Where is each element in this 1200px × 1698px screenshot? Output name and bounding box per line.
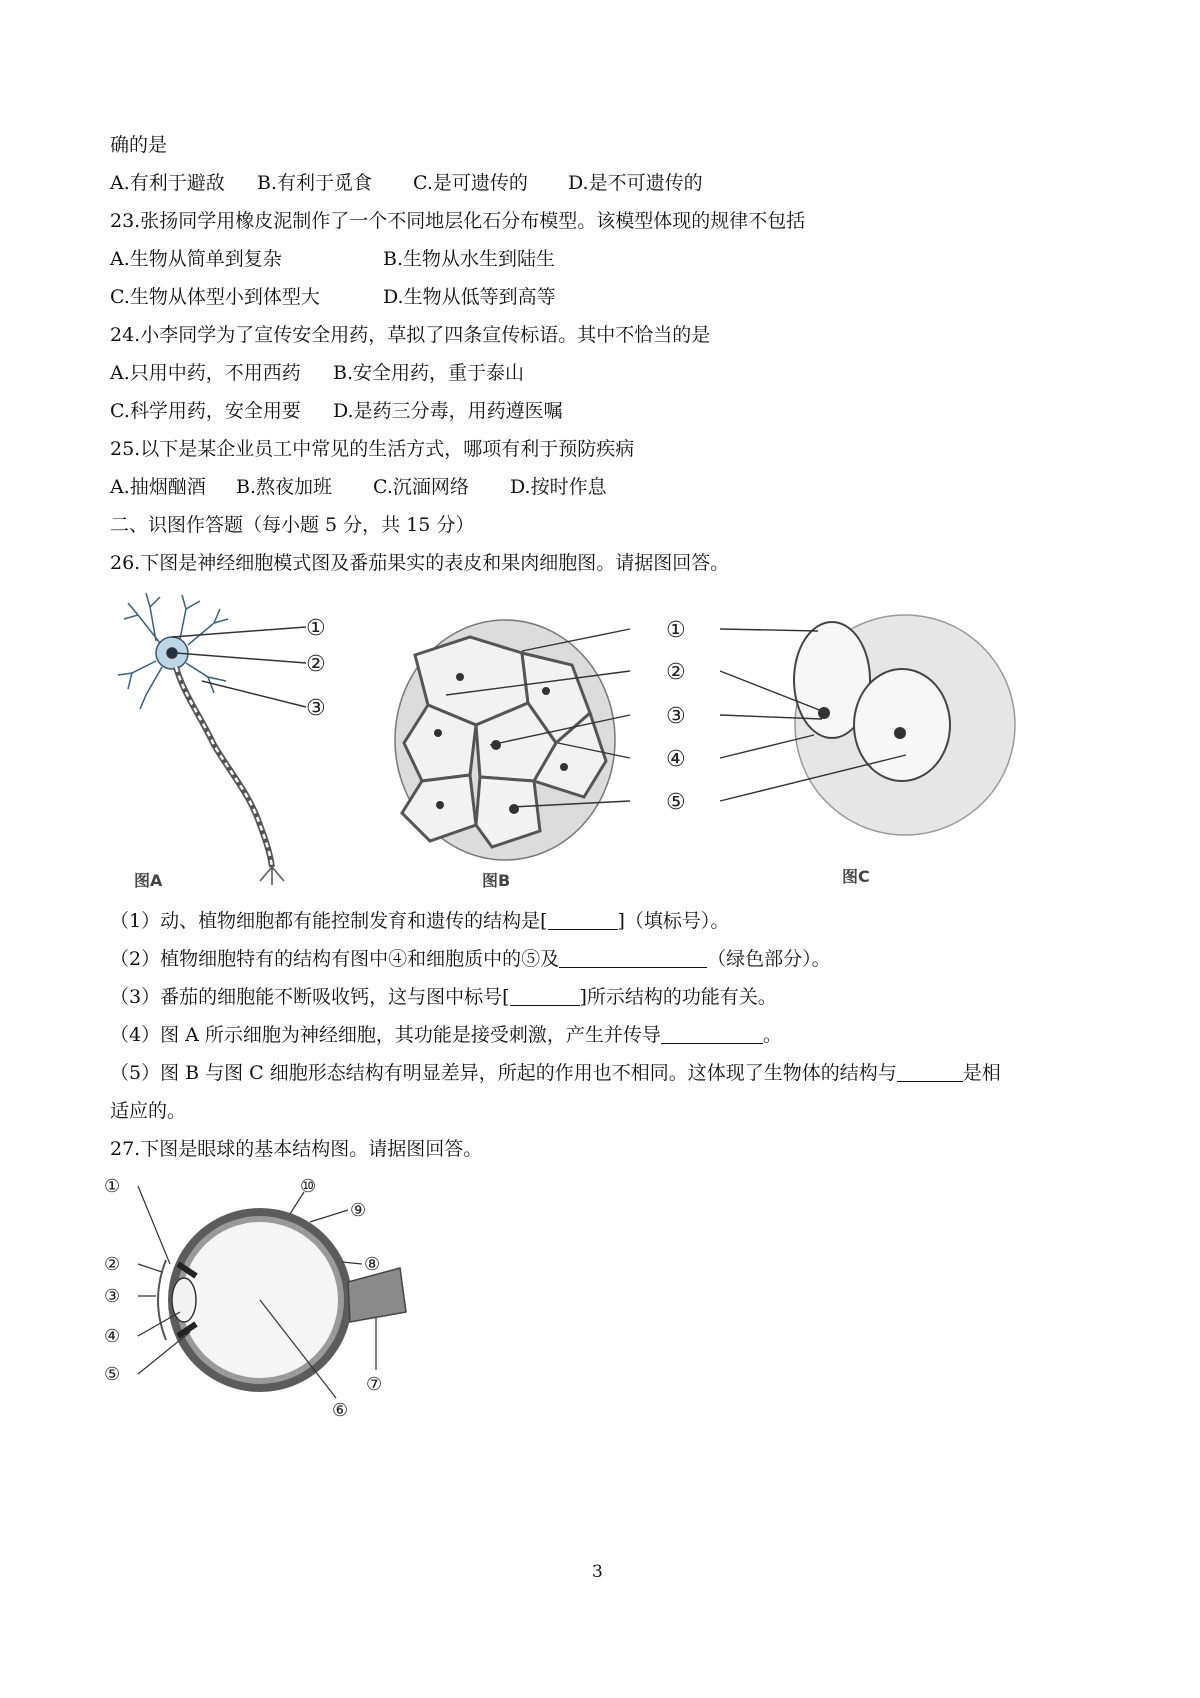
q22-option-b[interactable]: B.有利于觅食: [257, 172, 373, 194]
q25-option-b[interactable]: B.熬夜加班: [236, 476, 333, 498]
fig-b-label-5: ⑤: [666, 790, 686, 815]
q26-sub-5: （5）图 B 与图 C 细胞形态结构有明显差异，所起的作用也不相同。这体现了生物体的结构与 是相: [110, 1062, 1001, 1084]
q26-sub-3: （3）番茄的细胞能不断吸收钙，这与图中标号[ ]所示结构的功能有关。: [110, 986, 777, 1008]
fig27-label-6: ⑥: [332, 1400, 349, 1421]
epidermis-drawing: [395, 620, 615, 860]
q22-option-c[interactable]: C.是可遗传的: [413, 172, 528, 194]
q26-sub-4: （4）图 A 所示细胞为神经细胞，其功能是接受刺激，产生并传导 。: [110, 1024, 782, 1046]
q25-stem: 25.以下是某企业员工中常见的生活方式，哪项有利于预防疾病: [110, 438, 635, 460]
fig-b-caption: 图B: [482, 871, 511, 890]
answer-blank-1[interactable]: [548, 909, 618, 930]
fig27-label-2: ②: [104, 1254, 121, 1275]
figure-27: [100, 1172, 430, 1422]
figure-26: [110, 585, 1070, 895]
fig-b-label-2: ②: [666, 660, 686, 685]
q22-option-a[interactable]: A.有利于避敌: [110, 172, 225, 194]
q23-stem: 23.张扬同学用橡皮泥制作了一个不同地层化石分布模型。该模型体现的规律不包括: [110, 210, 806, 232]
q26-sub-2: （2）植物细胞特有的结构有图中④和细胞质中的⑤及 （绿色部分）。: [110, 948, 831, 970]
q26-sub-5-cont: 适应的。: [110, 1100, 187, 1122]
fig-a-label-1: ①: [306, 616, 326, 641]
answer-blank-3[interactable]: [510, 985, 580, 1006]
fig27-label-5: ⑤: [104, 1364, 121, 1385]
page-number: 3: [592, 1562, 603, 1582]
neuron-drawing: [118, 593, 306, 885]
fig-a-label-2: ②: [306, 652, 326, 677]
q23-option-b[interactable]: B.生物从水生到陆生: [383, 248, 556, 270]
q26-sub-1: （1）动、植物细胞都有能控制发育和遗传的结构是[ ]（填标号）。: [110, 910, 730, 932]
q22-option-d[interactable]: D.是不可遗传的: [568, 172, 703, 194]
q24-option-b[interactable]: B.安全用药，重于泰山: [333, 362, 525, 384]
fig27-label-7: ⑦: [366, 1374, 383, 1395]
q23-option-c[interactable]: C.生物从体型小到体型大: [110, 286, 320, 308]
q25-option-a[interactable]: A.抽烟酗酒: [110, 476, 206, 498]
fig-b-label-3: ③: [666, 704, 686, 729]
section-2-heading: 二、识图作答题（每小题 5 分，共 15 分）: [110, 514, 475, 536]
answer-blank-2[interactable]: [559, 947, 707, 968]
answer-blank-4[interactable]: [661, 1023, 763, 1044]
eye-drawing: [158, 1208, 406, 1392]
q23-option-d[interactable]: D.生物从低等到高等: [383, 286, 556, 308]
fig27-label-3: ③: [104, 1286, 121, 1307]
q24-stem: 24.小李同学为了宣传安全用药，草拟了四条宣传标语。其中不恰当的是: [110, 324, 711, 346]
fig27-label-1: ①: [104, 1176, 121, 1197]
fig27-label-10: ⑩: [300, 1176, 317, 1197]
fig27-label-9: ⑨: [350, 1200, 367, 1221]
pulp-cell-drawing: [794, 615, 1015, 835]
answer-blank-5[interactable]: [897, 1061, 963, 1082]
fig-b-label-4: ④: [666, 747, 686, 772]
q23-option-a[interactable]: A.生物从简单到复杂: [110, 248, 282, 270]
q24-option-d[interactable]: D.是药三分毒，用药遵医嘱: [333, 400, 563, 422]
fig-c-caption: 图C: [842, 867, 870, 886]
fig-b-label-1: ①: [666, 618, 686, 643]
fig-a-label-3: ③: [306, 696, 326, 721]
q27-stem: 27.下图是眼球的基本结构图。请据图回答。: [110, 1138, 483, 1160]
q26-stem: 26.下图是神经细胞模式图及番茄果实的表皮和果肉细胞图。请据图回答。: [110, 552, 730, 574]
fig-a-caption: 图A: [134, 871, 163, 890]
q25-option-c[interactable]: C.沉湎网络: [373, 476, 469, 498]
fig27-label-4: ④: [104, 1326, 121, 1347]
q24-option-a[interactable]: A.只用中药，不用西药: [110, 362, 301, 384]
q22-stem-tail: 确的是: [110, 134, 168, 156]
q24-option-c[interactable]: C.科学用药，安全用要: [110, 400, 301, 422]
fig27-label-8: ⑧: [364, 1254, 381, 1275]
q25-option-d[interactable]: D.按时作息: [510, 476, 607, 498]
